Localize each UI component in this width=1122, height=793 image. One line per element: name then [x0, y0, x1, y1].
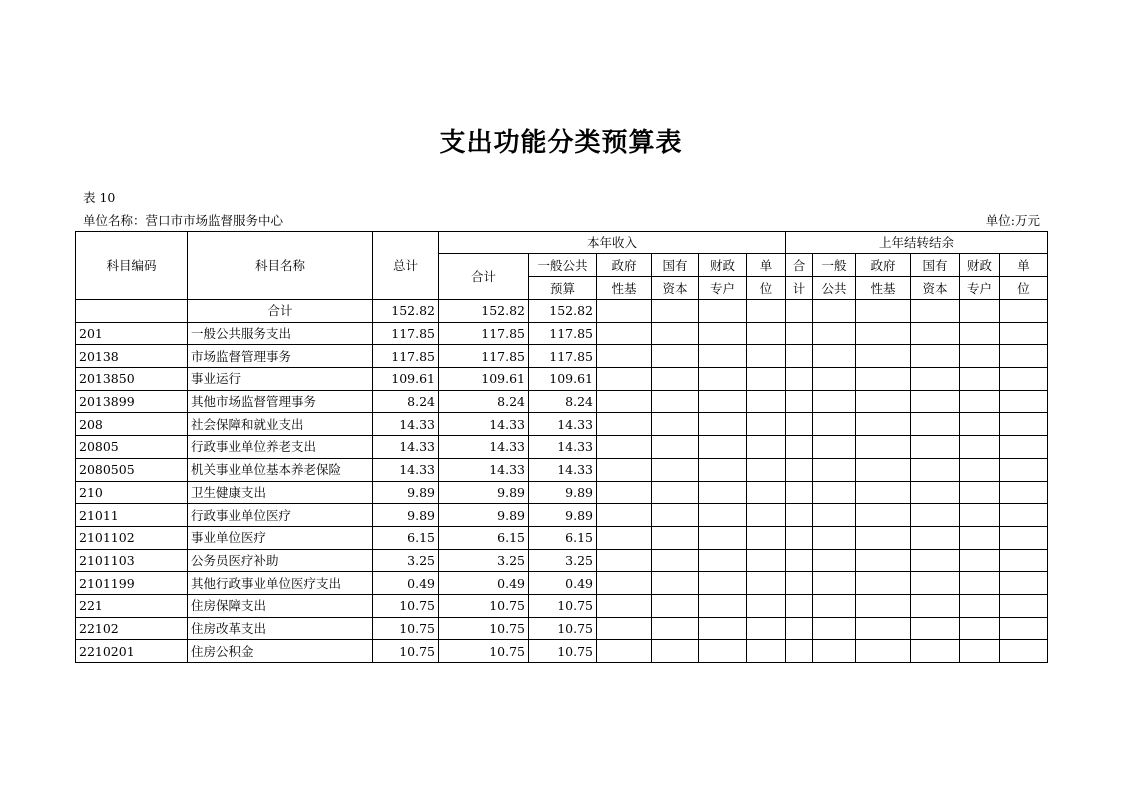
row-total: 109.61 — [373, 368, 439, 391]
row-name: 其他市场监督管理事务 — [188, 390, 373, 413]
row-cur-total: 117.85 — [439, 345, 529, 368]
row-empty-cell — [786, 481, 813, 504]
row-total: 14.33 — [373, 436, 439, 459]
row-empty-cell — [699, 526, 747, 549]
row-empty-cell — [813, 368, 856, 391]
row-empty-cell — [813, 640, 856, 663]
table-header — [76, 232, 1048, 300]
row-cur-total: 14.33 — [439, 458, 529, 481]
row-name: 行政事业单位医疗 — [188, 504, 373, 527]
row-empty-cell — [813, 436, 856, 459]
row-cur-general: 109.61 — [529, 368, 597, 391]
row-cur-total: 9.89 — [439, 504, 529, 527]
row-empty-cell — [960, 436, 1000, 459]
row-empty-cell — [747, 594, 786, 617]
row-empty-cell — [1000, 413, 1048, 436]
row-name: 住房公积金 — [188, 640, 373, 663]
header-cur-general-2: 预算 — [529, 277, 597, 300]
row-empty-cell — [960, 504, 1000, 527]
row-empty-cell — [856, 481, 911, 504]
table-row — [76, 640, 1048, 663]
header-cur-unit: 单 — [747, 254, 786, 277]
table-row — [76, 481, 1048, 504]
row-empty-cell — [747, 572, 786, 595]
row-empty-cell — [786, 368, 813, 391]
header-pri-general-2: 公共 — [813, 277, 856, 300]
row-cur-total: 14.33 — [439, 436, 529, 459]
row-empty-cell — [960, 594, 1000, 617]
budget-table — [75, 231, 1048, 663]
total-row-cur-general: 152.82 — [529, 300, 597, 323]
row-empty-cell — [856, 368, 911, 391]
row-empty-cell — [747, 390, 786, 413]
row-empty-cell — [786, 390, 813, 413]
row-empty-cell — [747, 526, 786, 549]
row-empty-cell — [911, 413, 960, 436]
row-empty-cell — [911, 368, 960, 391]
header-pri-state-2: 资本 — [911, 277, 960, 300]
row-empty-cell — [699, 481, 747, 504]
row-cur-total: 117.85 — [439, 322, 529, 345]
row-cur-general: 8.24 — [529, 390, 597, 413]
row-cur-total: 10.75 — [439, 640, 529, 663]
row-cur-total: 109.61 — [439, 368, 529, 391]
row-name: 机关事业单位基本养老保险 — [188, 458, 373, 481]
row-empty-cell — [699, 617, 747, 640]
row-empty-cell — [911, 458, 960, 481]
row-cur-general: 14.33 — [529, 413, 597, 436]
row-total: 3.25 — [373, 549, 439, 572]
row-empty-cell — [1000, 594, 1048, 617]
row-total: 0.49 — [373, 572, 439, 595]
row-name: 事业单位医疗 — [188, 526, 373, 549]
row-empty-cell — [813, 481, 856, 504]
header-cur-state: 国有 — [652, 254, 699, 277]
row-name: 社会保障和就业支出 — [188, 413, 373, 436]
row-empty-cell — [786, 413, 813, 436]
row-empty-cell — [699, 594, 747, 617]
row-empty-cell — [747, 436, 786, 459]
row-name: 行政事业单位养老支出 — [188, 436, 373, 459]
row-code: 2101102 — [76, 526, 188, 549]
row-empty-cell — [597, 458, 652, 481]
header-pri-unit: 单 — [1000, 254, 1048, 277]
row-empty-cell — [813, 322, 856, 345]
row-empty-cell — [597, 640, 652, 663]
row-empty-cell — [911, 345, 960, 368]
row-empty-cell — [652, 617, 699, 640]
row-empty-cell — [1000, 481, 1048, 504]
row-total: 14.33 — [373, 458, 439, 481]
table-row — [76, 549, 1048, 572]
row-empty-cell — [911, 390, 960, 413]
row-empty-cell — [813, 617, 856, 640]
header-pri-general: 一般 — [813, 254, 856, 277]
row-empty-cell — [597, 572, 652, 595]
row-empty-cell — [597, 390, 652, 413]
row-cur-total: 6.15 — [439, 526, 529, 549]
total-row-total: 152.82 — [373, 300, 439, 323]
row-cur-total: 0.49 — [439, 572, 529, 595]
row-code: 201 — [76, 322, 188, 345]
header-prior-carryover: 上年结转结余 — [786, 232, 1048, 254]
row-empty-cell — [911, 549, 960, 572]
row-empty-cell — [911, 572, 960, 595]
header-cur-general: 一般公共 — [529, 254, 597, 277]
row-code: 21011 — [76, 504, 188, 527]
row-empty-cell — [652, 526, 699, 549]
row-empty-cell — [652, 322, 699, 345]
row-empty-cell — [652, 504, 699, 527]
row-empty-cell — [699, 322, 747, 345]
row-empty-cell — [856, 390, 911, 413]
header-name: 科目名称 — [188, 232, 373, 300]
row-empty-cell — [699, 436, 747, 459]
row-code: 210 — [76, 481, 188, 504]
row-empty-cell — [652, 368, 699, 391]
row-code: 2101103 — [76, 549, 188, 572]
row-total: 8.24 — [373, 390, 439, 413]
row-empty-cell — [597, 504, 652, 527]
row-name: 市场监督管理事务 — [188, 345, 373, 368]
row-empty-cell — [960, 458, 1000, 481]
table-row — [76, 322, 1048, 345]
row-code: 208 — [76, 413, 188, 436]
row-empty-cell — [813, 458, 856, 481]
row-code: 2013899 — [76, 390, 188, 413]
row-empty-cell — [1000, 504, 1048, 527]
row-empty-cell — [1000, 458, 1048, 481]
row-empty-cell — [597, 526, 652, 549]
row-cur-general: 6.15 — [529, 526, 597, 549]
row-empty-cell — [747, 481, 786, 504]
row-empty-cell — [786, 640, 813, 663]
header-total: 总计 — [373, 232, 439, 300]
header-pri-unit-2: 位 — [1000, 277, 1048, 300]
row-empty-cell — [856, 526, 911, 549]
table-row — [76, 368, 1048, 391]
row-empty-cell — [699, 640, 747, 663]
row-empty-cell — [856, 436, 911, 459]
row-cur-general: 117.85 — [529, 322, 597, 345]
row-name: 住房保障支出 — [188, 594, 373, 617]
row-empty-cell — [813, 572, 856, 595]
page-title: 支出功能分类预算表 — [439, 128, 683, 158]
row-code: 2210201 — [76, 640, 188, 663]
row-empty-cell — [1000, 640, 1048, 663]
row-empty-cell — [960, 640, 1000, 663]
table-row — [76, 390, 1048, 413]
row-total: 14.33 — [373, 413, 439, 436]
row-empty-cell — [911, 617, 960, 640]
row-empty-cell — [911, 594, 960, 617]
row-empty-cell — [786, 549, 813, 572]
row-empty-cell — [699, 345, 747, 368]
row-empty-cell — [911, 640, 960, 663]
row-empty-cell — [597, 436, 652, 459]
row-empty-cell — [856, 617, 911, 640]
row-empty-cell — [813, 504, 856, 527]
row-empty-cell — [652, 640, 699, 663]
row-empty-cell — [856, 458, 911, 481]
row-empty-cell — [747, 458, 786, 481]
row-empty-cell — [960, 368, 1000, 391]
table-row — [76, 458, 1048, 481]
row-empty-cell — [1000, 617, 1048, 640]
row-empty-cell — [1000, 322, 1048, 345]
table-row — [76, 526, 1048, 549]
row-empty-cell — [699, 368, 747, 391]
row-empty-cell — [597, 594, 652, 617]
row-empty-cell — [652, 390, 699, 413]
row-cur-general: 10.75 — [529, 594, 597, 617]
row-empty-cell — [911, 526, 960, 549]
row-total: 117.85 — [373, 322, 439, 345]
row-total: 9.89 — [373, 504, 439, 527]
row-cur-total: 14.33 — [439, 413, 529, 436]
table-row — [76, 504, 1048, 527]
row-empty-cell — [1000, 390, 1048, 413]
header-code: 科目编码 — [76, 232, 188, 300]
row-empty-cell — [747, 617, 786, 640]
row-name: 其他行政事业单位医疗支出 — [188, 572, 373, 595]
row-code: 2080505 — [76, 458, 188, 481]
row-empty-cell — [1000, 436, 1048, 459]
header-cur-fiscal-2: 专户 — [699, 277, 747, 300]
row-empty-cell — [960, 526, 1000, 549]
row-empty-cell — [1000, 572, 1048, 595]
row-empty-cell — [747, 549, 786, 572]
row-empty-cell — [597, 617, 652, 640]
row-empty-cell — [597, 368, 652, 391]
row-cur-total: 10.75 — [439, 617, 529, 640]
row-total: 10.75 — [373, 640, 439, 663]
row-empty-cell — [747, 368, 786, 391]
row-empty-cell — [652, 594, 699, 617]
row-empty-cell — [911, 504, 960, 527]
total-row — [76, 300, 1048, 323]
row-empty-cell — [911, 322, 960, 345]
row-empty-cell — [813, 413, 856, 436]
row-total: 10.75 — [373, 617, 439, 640]
row-empty-cell — [786, 572, 813, 595]
header-cur-gov-2: 性基 — [597, 277, 652, 300]
row-cur-general: 10.75 — [529, 640, 597, 663]
row-empty-cell — [856, 594, 911, 617]
row-empty-cell — [960, 413, 1000, 436]
row-empty-cell — [856, 504, 911, 527]
table-row — [76, 436, 1048, 459]
header-cur-fiscal: 财政 — [699, 254, 747, 277]
row-cur-general: 14.33 — [529, 436, 597, 459]
row-cur-total: 9.89 — [439, 481, 529, 504]
row-empty-cell — [597, 413, 652, 436]
row-empty-cell — [699, 390, 747, 413]
row-empty-cell — [856, 640, 911, 663]
row-empty-cell — [652, 413, 699, 436]
table-row — [76, 345, 1048, 368]
organization-name: 单位名称：营口市市场监督服务中心 — [83, 213, 284, 228]
header-pri-total-2: 计 — [786, 277, 813, 300]
table-row — [76, 413, 1048, 436]
row-empty-cell — [813, 549, 856, 572]
table-number: 表 10 — [83, 190, 116, 205]
table-row — [76, 594, 1048, 617]
row-code: 2013850 — [76, 368, 188, 391]
row-empty-cell — [747, 640, 786, 663]
row-empty-cell — [856, 572, 911, 595]
header-cur-total: 合计 — [439, 254, 529, 300]
row-cur-total: 3.25 — [439, 549, 529, 572]
row-code: 2101199 — [76, 572, 188, 595]
row-empty-cell — [597, 345, 652, 368]
row-empty-cell — [856, 322, 911, 345]
row-empty-cell — [747, 504, 786, 527]
row-empty-cell — [1000, 345, 1048, 368]
row-name: 事业运行 — [188, 368, 373, 391]
header-pri-fiscal: 财政 — [960, 254, 1000, 277]
row-empty-cell — [699, 413, 747, 436]
row-empty-cell — [911, 481, 960, 504]
row-empty-cell — [786, 322, 813, 345]
row-empty-cell — [597, 322, 652, 345]
row-empty-cell — [960, 617, 1000, 640]
row-empty-cell — [786, 345, 813, 368]
row-empty-cell — [652, 345, 699, 368]
row-empty-cell — [813, 345, 856, 368]
row-code: 20138 — [76, 345, 188, 368]
row-empty-cell — [699, 504, 747, 527]
row-empty-cell — [960, 572, 1000, 595]
row-cur-general: 3.25 — [529, 549, 597, 572]
row-empty-cell — [699, 572, 747, 595]
row-empty-cell — [960, 345, 1000, 368]
table-body — [76, 300, 1048, 663]
row-total: 117.85 — [373, 345, 439, 368]
row-empty-cell — [597, 481, 652, 504]
row-total: 10.75 — [373, 594, 439, 617]
row-empty-cell — [652, 481, 699, 504]
row-empty-cell — [856, 549, 911, 572]
row-empty-cell — [747, 413, 786, 436]
row-empty-cell — [813, 526, 856, 549]
row-empty-cell — [960, 481, 1000, 504]
header-cur-state-2: 资本 — [652, 277, 699, 300]
row-name: 一般公共服务支出 — [188, 322, 373, 345]
header-cur-gov: 政府 — [597, 254, 652, 277]
row-empty-cell — [813, 390, 856, 413]
row-empty-cell — [786, 504, 813, 527]
row-name: 住房改革支出 — [188, 617, 373, 640]
total-row-label: 合计 — [188, 300, 373, 323]
row-empty-cell — [813, 594, 856, 617]
row-empty-cell — [960, 390, 1000, 413]
row-empty-cell — [747, 345, 786, 368]
row-empty-cell — [856, 345, 911, 368]
total-row-code — [76, 300, 188, 323]
row-code: 221 — [76, 594, 188, 617]
row-cur-general: 14.33 — [529, 458, 597, 481]
unit-label: 单位:万元 — [985, 213, 1040, 228]
row-empty-cell — [699, 549, 747, 572]
header-pri-gov: 政府 — [856, 254, 911, 277]
row-empty-cell — [652, 436, 699, 459]
row-empty-cell — [652, 549, 699, 572]
row-cur-total: 8.24 — [439, 390, 529, 413]
header-current-income: 本年收入 — [439, 232, 786, 254]
header-pri-state: 国有 — [911, 254, 960, 277]
row-empty-cell — [786, 436, 813, 459]
row-empty-cell — [960, 322, 1000, 345]
total-row-cur-total: 152.82 — [439, 300, 529, 323]
row-empty-cell — [786, 526, 813, 549]
row-code: 20805 — [76, 436, 188, 459]
row-empty-cell — [747, 322, 786, 345]
row-cur-general: 9.89 — [529, 504, 597, 527]
row-empty-cell — [786, 458, 813, 481]
header-pri-gov-2: 性基 — [856, 277, 911, 300]
row-empty-cell — [652, 458, 699, 481]
row-cur-total: 10.75 — [439, 594, 529, 617]
row-cur-general: 10.75 — [529, 617, 597, 640]
header-cur-unit-2: 位 — [747, 277, 786, 300]
row-empty-cell — [1000, 549, 1048, 572]
header-pri-total: 合 — [786, 254, 813, 277]
table-row — [76, 572, 1048, 595]
row-code: 22102 — [76, 617, 188, 640]
row-cur-general: 117.85 — [529, 345, 597, 368]
table-row — [76, 617, 1048, 640]
row-cur-general: 9.89 — [529, 481, 597, 504]
row-empty-cell — [699, 458, 747, 481]
row-empty-cell — [786, 617, 813, 640]
row-empty-cell — [1000, 526, 1048, 549]
row-empty-cell — [597, 549, 652, 572]
row-empty-cell — [911, 436, 960, 459]
row-name: 公务员医疗补助 — [188, 549, 373, 572]
row-total: 9.89 — [373, 481, 439, 504]
row-empty-cell — [652, 572, 699, 595]
header-pri-fiscal-2: 专户 — [960, 277, 1000, 300]
row-empty-cell — [960, 549, 1000, 572]
row-cur-general: 0.49 — [529, 572, 597, 595]
row-name: 卫生健康支出 — [188, 481, 373, 504]
row-total: 6.15 — [373, 526, 439, 549]
row-empty-cell — [856, 413, 911, 436]
row-empty-cell — [1000, 368, 1048, 391]
row-empty-cell — [786, 594, 813, 617]
